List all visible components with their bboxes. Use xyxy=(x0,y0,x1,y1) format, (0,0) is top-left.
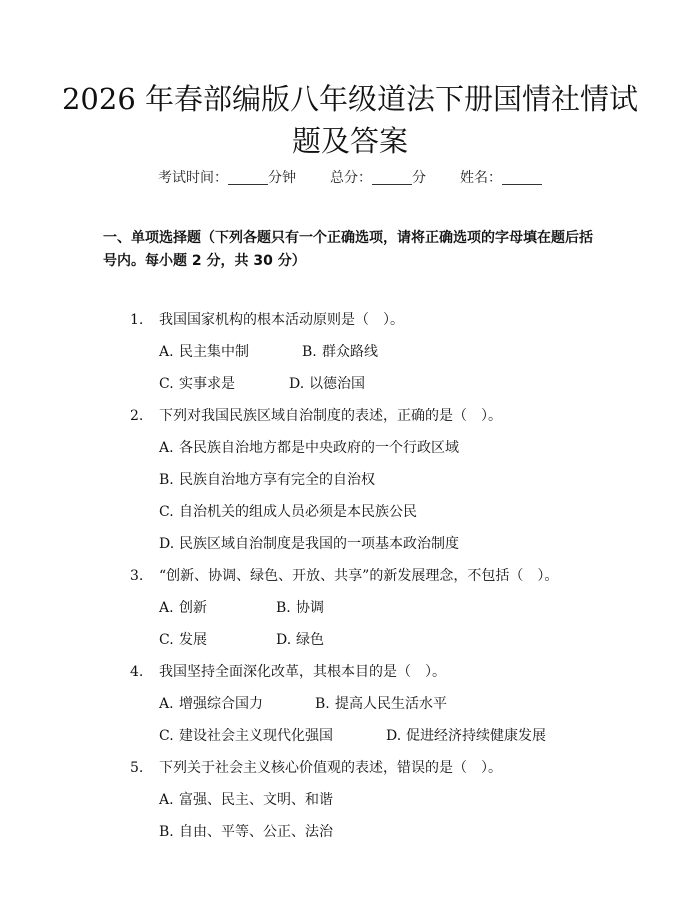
score-blank xyxy=(372,170,412,185)
name-label: 姓名： xyxy=(460,170,502,186)
title-line-1: 2026 年春部编版八年级道法下册国情社情试 xyxy=(61,82,639,116)
exam-page: 2026 年春部编版八年级道法下册国情社情试 题及答案 考试时间： 分钟 总分： 分 姓名： 一、单项选择题（下列各题只有一个正确选项，请将正确选项的字母填在题后括号内。每小题 2 分，共 30 分） 1. 我国国家机构的根本活动原则是（ ）。 A. 民主集中制 B. 群众路线 C. 实事求是 D. 以德治国 2. 下列对我国民族区域自治制度的表述，正确的是（ ）。 A. 各民族自治地方都是中央政府的一个行政区域 B. 民族自治地方享有完全的自治权 C. 自治机关的组成人员必须是本民族公民 D. 民族区域自治制度是我国的一项基本政治制度 3. “创新、协调、绿色、开放、共享”的新发展理念，不包括（ ）。 A. 创新 B. 协调 C. 发展 D. 绿色 4. 我国坚持全面深化改革，其根本目的是（ ）。 A. 增强综合国力 B. 提高人民生活水平 C. 建设社会主义现代化强国 D. 促进经济持续健康发展 5. 下列关于社会主义核心价值观的表述，错误的是（ ）。 A. 富强、民主、文明、和谐 B. 自由、平等、公正、法治 xyxy=(0,0,700,905)
option-d: D. 促进经济持续健康发展 xyxy=(386,728,546,744)
option-b: B. 提高人民生活水平 xyxy=(315,696,447,712)
time-unit: 分钟 xyxy=(268,170,296,186)
option-d: D. 绿色 xyxy=(276,632,324,648)
question-number: 2. xyxy=(130,408,144,424)
option-b: B. 协调 xyxy=(276,600,324,616)
option-a: A. 创新 xyxy=(159,600,207,616)
question-number: 3. xyxy=(130,568,144,584)
score-unit: 分 xyxy=(412,170,426,186)
question-text: 下列关于社会主义核心价值观的表述，错误的是（ ）。 xyxy=(159,760,502,776)
question-text: 下列对我国民族区域自治制度的表述，正确的是（ ）。 xyxy=(159,408,502,424)
time-blank xyxy=(228,170,268,185)
score-label: 总分： xyxy=(330,170,372,186)
option-c: C. 实事求是 xyxy=(159,376,235,392)
option-c: C. 建设社会主义现代化强国 xyxy=(159,728,333,744)
question-number: 1. xyxy=(130,312,144,328)
option-a: A. 民主集中制 xyxy=(159,344,249,360)
time-label: 考试时间： xyxy=(158,170,228,186)
exam-info xyxy=(0,168,700,188)
option-b: B. 群众路线 xyxy=(302,344,378,360)
question-number: 5. xyxy=(130,760,144,776)
document-title xyxy=(0,78,700,162)
name-blank xyxy=(502,170,542,185)
option-a: A. 增强综合国力 xyxy=(159,696,263,712)
question-text: 我国坚持全面深化改革，其根本目的是（ ）。 xyxy=(159,664,446,680)
title-line-2: 题及答案 xyxy=(291,124,408,158)
question-number: 4. xyxy=(130,664,144,680)
question-text: “创新、协调、绿色、开放、共享”的新发展理念，不包括（ ）。 xyxy=(159,568,559,584)
question-text: 我国国家机构的根本活动原则是（ ）。 xyxy=(159,312,404,328)
section-heading: 一、单项选择题（下列各题只有一个正确选项，请将正确选项的字母填在题后括号内。每小题 2 分，共 30 分） xyxy=(103,230,593,269)
option-c: C. 发展 xyxy=(159,632,207,648)
option-d: D. 以德治国 xyxy=(289,376,365,392)
